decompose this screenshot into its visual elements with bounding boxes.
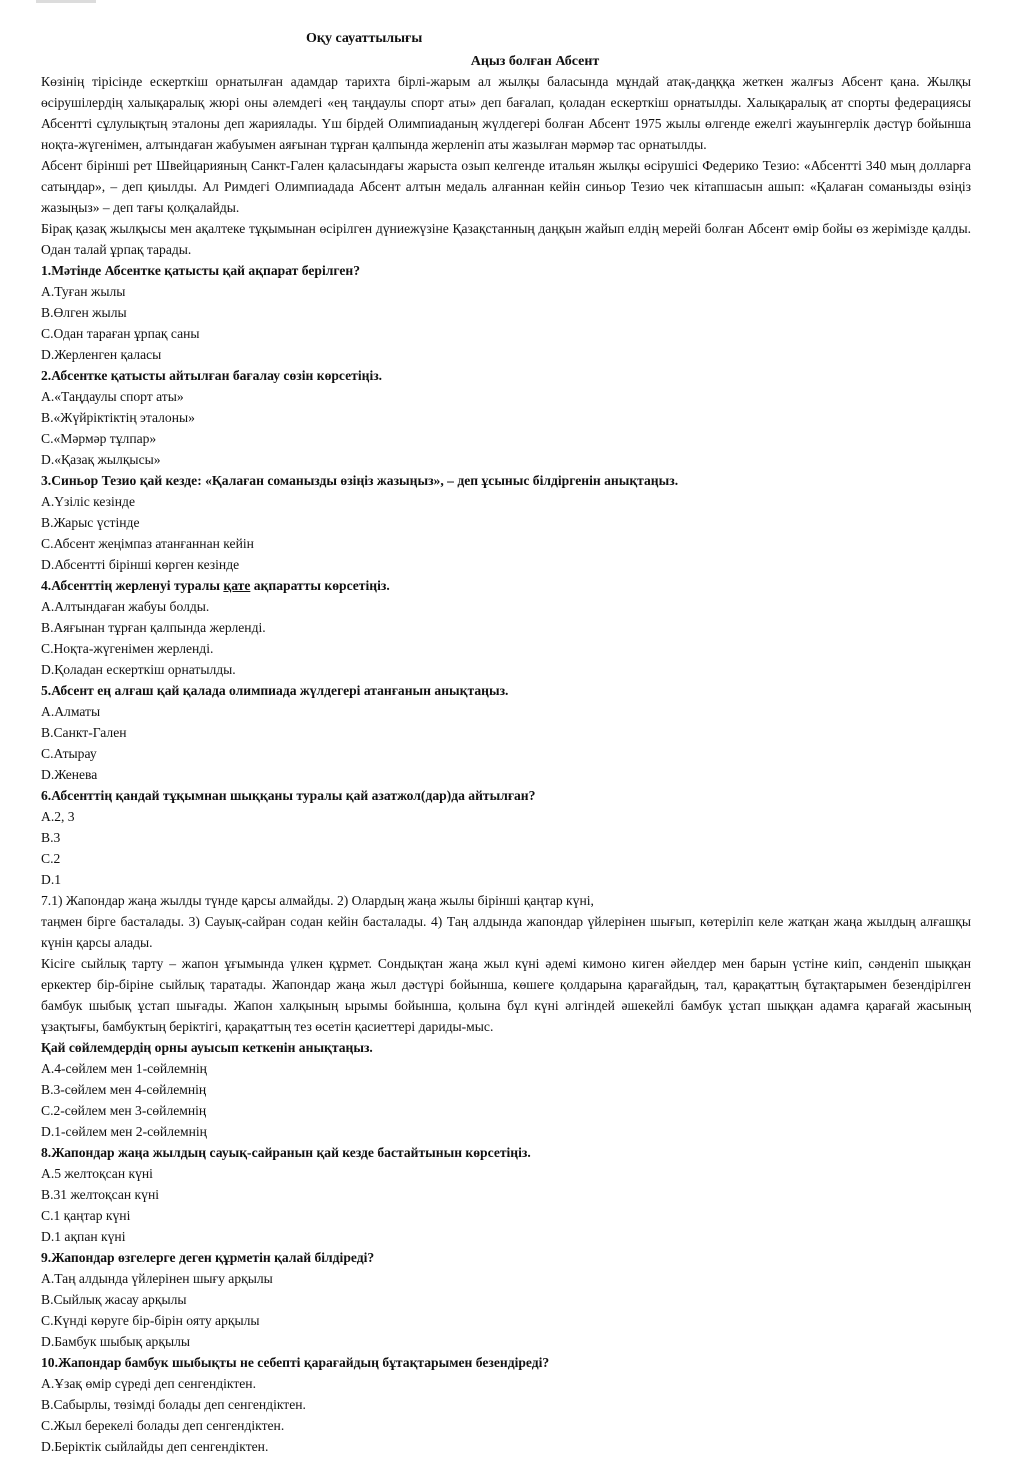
passage-title: Аңыз болған Абсент <box>470 54 600 69</box>
question-text-start: 4.Абсенттің жерленуі туралы <box>41 578 224 593</box>
answer-option: B.Өлген жылы <box>41 305 127 320</box>
answer-option: B.«Жүйріктіктің эталоны» <box>41 410 195 425</box>
question-block <box>41 1142 971 1247</box>
sentence-line: 7.1) Жапондар жаңа жылды түнде қарсы алмайды. 2) Олардың жаңа жылы бірінші қаңтар күні, <box>41 893 594 908</box>
answer-option: B.Сыйлық жасау арқылы <box>41 1292 187 1307</box>
answer-option: D.Бамбук шыбық арқылы <box>41 1334 190 1349</box>
answer-option: C.Атырау <box>41 746 97 761</box>
question-block <box>41 785 971 890</box>
answer-option: D.Абсентті бірінші көрген кезінде <box>41 557 240 572</box>
answer-option: D.«Қазақ жылқысы» <box>41 452 161 467</box>
answer-option: A.Алтындаған жабуы болды. <box>41 599 210 614</box>
answer-option: D.1 ақпан күні <box>41 1229 126 1244</box>
question-text: 3.Синьор Тезио қай кезде: «Қалаған соманызды өзіңіз жазыңыз», – деп ұсыныс білдіргенін анықтаңыз. <box>41 473 679 488</box>
question-text: 8.Жапондар жаңа жылдың сауық-сайранын қай кезде бастайтынын көрсетіңіз. <box>41 1145 531 1160</box>
question-text: 9.Жапондар өзгелерге деген құрметін қалай білдіреді? <box>41 1250 375 1265</box>
question-text: 5.Абсент ең алғаш қай қалада олимпиада жүлдегері атанғанын анықтаңыз. <box>41 683 509 698</box>
passage-paragraph: Кісіге сыйлық тарту – жапон ұғымында үлкен құрмет. Сондықтан жаңа жыл күні әдемі кимоно киген әйелдер мен барын үстіне киіп, сәнденіп шыққан еркектер бір-біріне сыйлық таратады. Жапондар жаңа жыл дәстүрі бойынша, көшеге қолдарына қарағайдың, тал, қарақаттың бұтақтарымен безендірілген бамбук шыбық ұстап шығады. Жапон халқының ырымы бойынша, қолына бұл күні әлгіндей әшекейлі бамбук ұстап шыққан адамға қарағай жасының ұзақтығы, бамбуктың беріктігі, қарақаттың тез өсетін қасиеттері дариды-мыс. <box>41 956 971 1034</box>
answer-option: D.Жерленген қаласы <box>41 347 162 362</box>
passage-paragraph: Көзінің тірісінде ескерткіш орнатылған адамдар тарихта бірлі-жарым ал жылқы баласында мұндай атақ-даңққа жеткен жалғыз Абсент қана. Жылқы өсірушілердің халықаралық жюрі оны әлемдегі «ең таңдаулы спорт аты» деп бағалап, қоладан ескерткіш орнатылды. Халықаралық ат спорты федерациясы Абсентті сұлулықтың эталоны деп жариялады. Үш бірдей Олимпиаданың жүлдегері болған Абсент 1975 жылы өлгенде ежелгі жауынгерлік дәстүр бойынша ноқта-жүгенімен, алтындаған жабуымен аяғынан тұрған қалпында жерленіп аты жазылған мәрмәр тас орнатылды. <box>41 74 971 152</box>
answer-option: B.3-сөйлем мен 4-сөйлемнің <box>41 1082 207 1097</box>
answer-option: A.Алматы <box>41 704 101 719</box>
answer-option: A.«Таңдаулы спорт аты» <box>41 389 184 404</box>
passage-paragraph: Бірақ қазақ жылқысы мен ақалтеке тұқымынан өсірілген дүниежүзіне Қазақстанның даңқын жайып елдің мерейі болған Абсент өмір бойы өз жерімізде қалды. Одан талай ұрпақ тарады. <box>41 221 971 257</box>
answer-option: D.Қоладан ескерткіш орнатылды. <box>41 662 236 677</box>
question-text: Қай сөйлемдердің орны ауысып кеткенін анықтаңыз. <box>41 1040 373 1055</box>
question-block <box>41 890 971 1142</box>
question-text <box>41 575 971 596</box>
answer-option: B.Аяғынан тұрған қалпында жерленді. <box>41 620 266 635</box>
question-block <box>41 1352 971 1457</box>
passage-paragraph: Абсент бірінші рет Швейцарияның Санкт-Гален қаласындағы жарыста озып келгенде итальян жылқы өсірушісі Федерико Тезио: «Абсентті 340 мың долларға сатыңдар», – деп қиылды. Ал Римдегі Олимпиадада Абсент алтын медаль алғаннан кейін синьор Тезио чек кітапшасын ашып: «Қалаған соманызды өзіңіз жазыңыз» – деп тағы қолқалайды. <box>41 158 971 215</box>
answer-option: A.Ұзақ өмір сүреді деп сенгендіктен. <box>41 1376 256 1391</box>
question-text: 6.Абсенттің қандай тұқымнан шыққаны туралы қай азатжол(дар)да айтылған? <box>41 788 536 803</box>
answer-option: B.Санкт-Гален <box>41 725 127 740</box>
sentence-line: таңмен бірге басталады. 3) Сауық-сайран содан кейін басталады. 4) Таң алдында жапондар үйлерінен шығып, көтеріліп келе жатқан жаңа жылдың алғашқы күнін қарсы алады. <box>41 914 971 950</box>
question-block <box>41 575 971 680</box>
answer-option: C.«Мәрмәр тұлпар» <box>41 431 157 446</box>
answer-option: C.1 қаңтар күні <box>41 1208 131 1223</box>
question-text: 10.Жапондар бамбук шыбықты не себепті қарағайдың бұтақтарымен безендіреді? <box>41 1355 550 1370</box>
answer-option: A.4-сөйлем мен 1-сөйлемнің <box>41 1061 207 1076</box>
question-block <box>41 680 971 785</box>
answer-option: C.Ноқта-жүгенімен жерленді. <box>41 641 214 656</box>
answer-option: A.Үзіліс кезінде <box>41 494 136 509</box>
answer-option: C.Жыл берекелі болады деп сенгендіктен. <box>41 1418 285 1433</box>
answer-option: D.1 <box>41 872 62 887</box>
answer-option: C.Абсент жеңімпаз атанғаннан кейін <box>41 536 254 551</box>
underlined-word: қате <box>223 578 251 593</box>
question-block <box>41 1247 971 1352</box>
answer-option: B.Сабырлы, төзімді болады деп сенгендіктен. <box>41 1397 306 1412</box>
question-text: 1.Мәтінде Абсентке қатысты қай ақпарат берілген? <box>41 263 361 278</box>
question-block <box>41 365 971 470</box>
answer-option: D.1-сөйлем мен 2-сөйлемнің <box>41 1124 207 1139</box>
scan-mark <box>36 0 96 3</box>
question-block <box>41 470 971 575</box>
document-title: Оқу сауаттылығы <box>306 31 423 46</box>
question-text: 2.Абсентке қатысты айтылған бағалау сөзін көрсетіңіз. <box>41 368 383 383</box>
answer-option: B.Жарыс үстінде <box>41 515 140 530</box>
answer-option: C.2 <box>41 851 61 866</box>
question-text-end: ақпаратты көрсетіңіз. <box>250 578 390 593</box>
answer-option: A.2, 3 <box>41 809 75 824</box>
answer-option: C.Күнді көруге бір-бірін ояту арқылы <box>41 1313 260 1328</box>
answer-option: B.3 <box>41 830 61 845</box>
answer-option: A.Таң алдында үйлерінен шығу арқылы <box>41 1271 273 1286</box>
document-body <box>41 71 971 1457</box>
answer-option: C.2-сөйлем мен 3-сөйлемнің <box>41 1103 207 1118</box>
answer-option: A.Туған жылы <box>41 284 126 299</box>
answer-option: D.Беріктік сыйлайды деп сенгендіктен. <box>41 1439 269 1454</box>
answer-option: C.Одан тараған ұрпақ саны <box>41 326 200 341</box>
answer-option: D.Женева <box>41 767 98 782</box>
answer-option: B.31 желтоқсан күні <box>41 1187 160 1202</box>
answer-option: A.5 желтоқсан күні <box>41 1166 153 1181</box>
question-block <box>41 260 971 365</box>
